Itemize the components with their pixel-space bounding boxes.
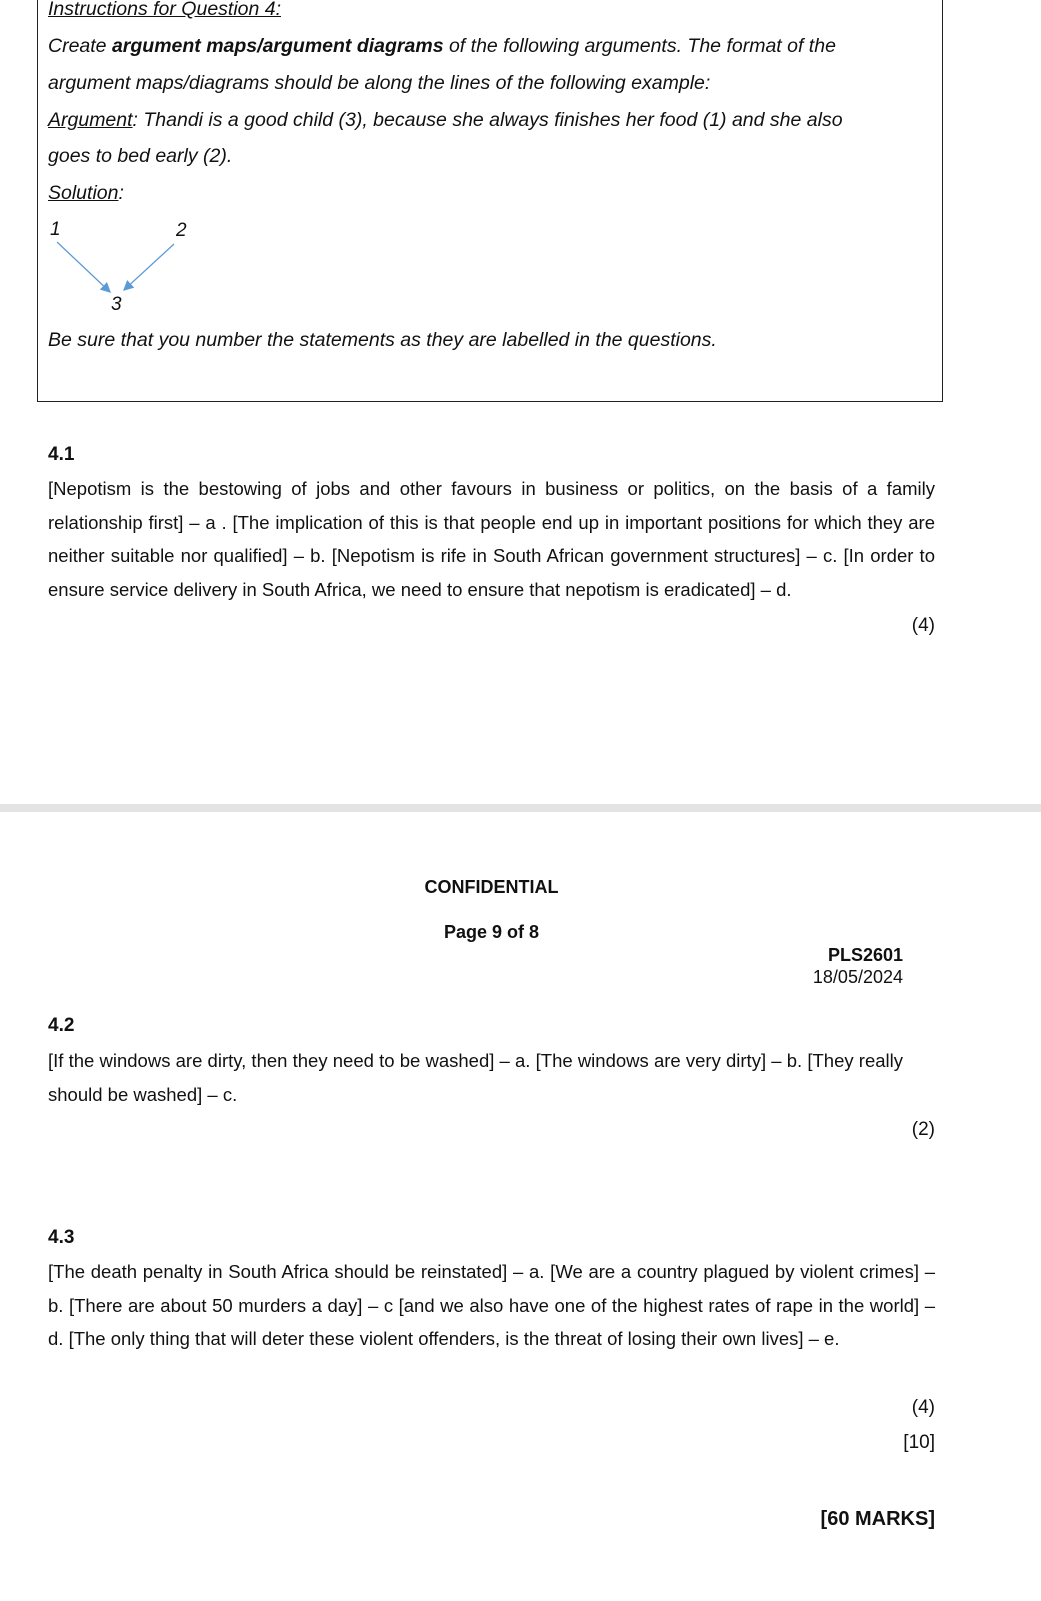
argument-line2: goes to bed early (2). bbox=[48, 145, 233, 167]
example-argument-diagram bbox=[40, 210, 210, 320]
question-4-2-number: 4.2 bbox=[48, 1015, 75, 1036]
intro-post: of the following arguments. The format of the bbox=[443, 35, 836, 57]
instructions-intro-line1 bbox=[48, 34, 836, 58]
page-break bbox=[0, 804, 1041, 812]
question-4-3-marks: (4) bbox=[911, 1397, 935, 1418]
solution-colon: : bbox=[118, 182, 124, 204]
question-4-1-marks: (4) bbox=[911, 615, 935, 636]
module-code: PLS2601 bbox=[827, 945, 903, 965]
intro-bold: argument maps/argument diagrams bbox=[111, 35, 444, 57]
question-4-2-marks: (2) bbox=[911, 1119, 935, 1140]
diagram-arrow-1-to-3 bbox=[57, 242, 110, 292]
page-number: Page 9 of 8 bbox=[443, 922, 540, 942]
solution-label: Solution bbox=[48, 182, 119, 204]
solution-line bbox=[48, 181, 124, 205]
argument-line1 bbox=[48, 108, 843, 132]
diagram-arrow-2-to-3 bbox=[124, 244, 174, 290]
diagram-node-2: 2 bbox=[176, 220, 187, 241]
diagram-node-3: 3 bbox=[111, 294, 122, 315]
question-4-3-number: 4.3 bbox=[48, 1227, 75, 1248]
instructions-intro-line2: argument maps/diagrams should be along the lines of the following example: bbox=[48, 72, 711, 94]
total-marks: [60 MARKS] bbox=[820, 1508, 935, 1530]
confidential-label: CONFIDENTIAL bbox=[424, 877, 559, 897]
exam-date: 18/05/2024 bbox=[812, 967, 903, 987]
diagram-node-1: 1 bbox=[50, 219, 61, 240]
instructions-note: Be sure that you number the statements as they are labelled in the questions. bbox=[48, 329, 717, 351]
argument-text: : Thandi is a good child (3), because she always finishes her food (1) and she also bbox=[132, 109, 843, 131]
instructions-heading: Instructions for Question 4: bbox=[48, 0, 282, 20]
question-4-1-number: 4.1 bbox=[48, 444, 75, 465]
question-4-section-total: [10] bbox=[903, 1432, 935, 1453]
question-4-3-text: [The death penalty in South Africa should be reinstated] – a. [We are a country plagued by violent crimes] – b. [There are about 50 murders a day] – c [and we also have one of the highest rates of rape in the world] – d. [The only thing that will deter these violent offenders, is the threat of losing their own lives] – e. bbox=[48, 1261, 935, 1349]
question-4-2-text: [If the windows are dirty, then they need to be washed] – a. [The windows are very dirty] – b. [They really should be washed] – c. bbox=[48, 1050, 903, 1105]
question-4-1-text: [Nepotism is the bestowing of jobs and other favours in business or politics, on the basis of a family relationship first] – a . [The implication of this is that people end up in important positions for which they are neither suitable nor qualified] – b. [Nepotism is rife in South African government structures] – c. [In order to ensure service delivery in South Africa, we need to ensure that nepotism is eradicated] – d. bbox=[48, 478, 935, 600]
intro-pre: Create bbox=[48, 35, 112, 57]
argument-label: Argument bbox=[48, 109, 133, 131]
